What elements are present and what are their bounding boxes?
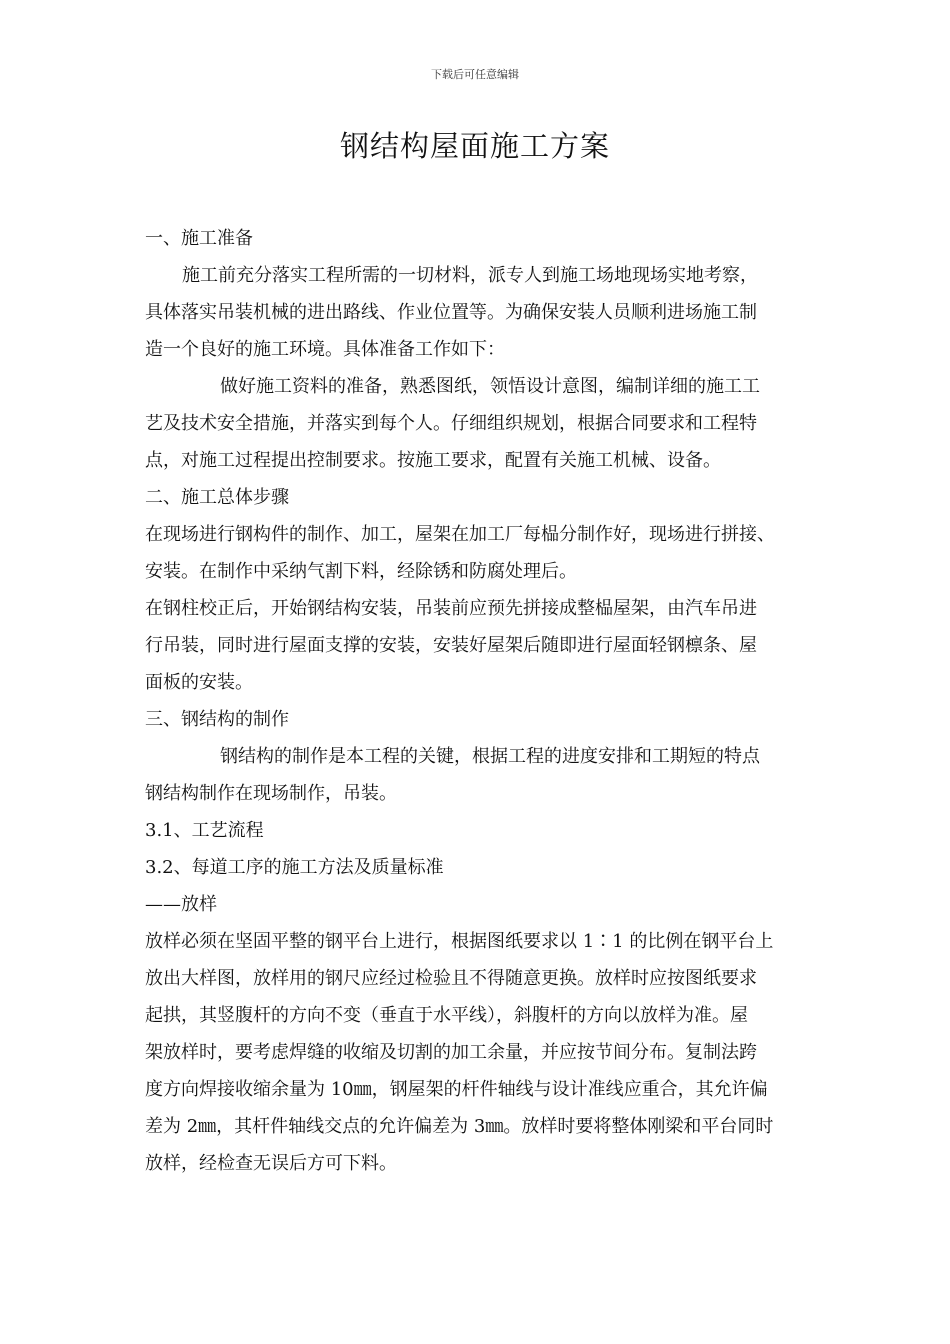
subsection-heading: 3.1、工艺流程 [145,820,264,841]
paragraph-line: 造一个良好的施工环境。具体准备工作如下： [145,339,505,360]
paragraph-line: 点，对施工过程提出控制要求。按施工要求，配置有关施工机械、设备。 [145,450,721,471]
paragraph-line: 具体落实吊装机械的进出路线、作业位置等。为确保安装人员顺利进场施工制 [145,302,757,323]
paragraph-line: 在现场进行钢构件的制作、加工，屋架在加工厂每榀分制作好，现场进行拼接、 [145,524,775,545]
paragraph-line: 艺及技术安全措施，并落实到每个人。仔细组织规划，根据合同要求和工程特 [145,413,757,434]
paragraph-line: 在钢柱校正后，开始钢结构安装，吊装前应预先拼接成整榀屋架，由汽车吊进 [145,598,757,619]
section-heading: 三、钢结构的制作 [145,709,289,730]
paragraph-line: 面板的安装。 [145,672,253,693]
paragraph-line: 度方向焊接收缩余量为 10㎜，钢屋架的杆件轴线与设计准线应重合，其允许偏 [145,1079,768,1100]
document-body [145,220,815,1182]
paragraph-line: 放样，经检查无误后方可下料。 [145,1153,397,1174]
paragraph-line: 做好施工资料的准备，熟悉图纸，领悟设计意图，编制详细的施工工 [220,376,760,397]
section-heading: 一、施工准备 [145,228,253,249]
paragraph-line: 施工前充分落实工程所需的一切材料，派专人到施工场地现场实地考察， [182,265,758,286]
paragraph-line: 放样必须在坚固平整的钢平台上进行，根据图纸要求以 1∶1 的比例在钢平台上 [145,931,774,952]
document-title: 钢结构屋面施工方案 [339,129,610,163]
paragraph-line: 行吊装，同时进行屋面支撑的安装，安装好屋架后随即进行屋面轻钢檩条、屋 [145,635,757,656]
paragraph-line: 钢结构制作在现场制作，吊装。 [145,783,397,804]
section-heading: 二、施工总体步骤 [145,487,289,508]
paragraph-line: 安装。在制作中采纳气割下料，经除锈和防腐处理后。 [145,561,577,582]
paragraph-line: 起拱，其竖腹杆的方向不变（垂直于水平线），斜腹杆的方向以放样为准。屋 [145,1005,748,1026]
subsection-heading: ——放样 [145,894,217,915]
subsection-heading: 3.2、每道工序的施工方法及质量标准 [145,857,444,878]
paragraph-line: 差为 2㎜，其杆件轴线交点的允许偏差为 3㎜。放样时要将整体刚梁和平台同时 [145,1116,774,1137]
header-note: 下载后可任意编辑 [431,68,519,81]
paragraph-line: 钢结构的制作是本工程的关键，根据工程的进度安排和工期短的特点 [220,746,760,767]
paragraph-line: 放出大样图，放样用的钢尺应经过检验且不得随意更换。放样时应按图纸要求 [145,968,757,989]
paragraph-line: 架放样时，要考虑焊缝的收缩及切割的加工余量，并应按节间分布。复制法跨 [145,1042,757,1063]
